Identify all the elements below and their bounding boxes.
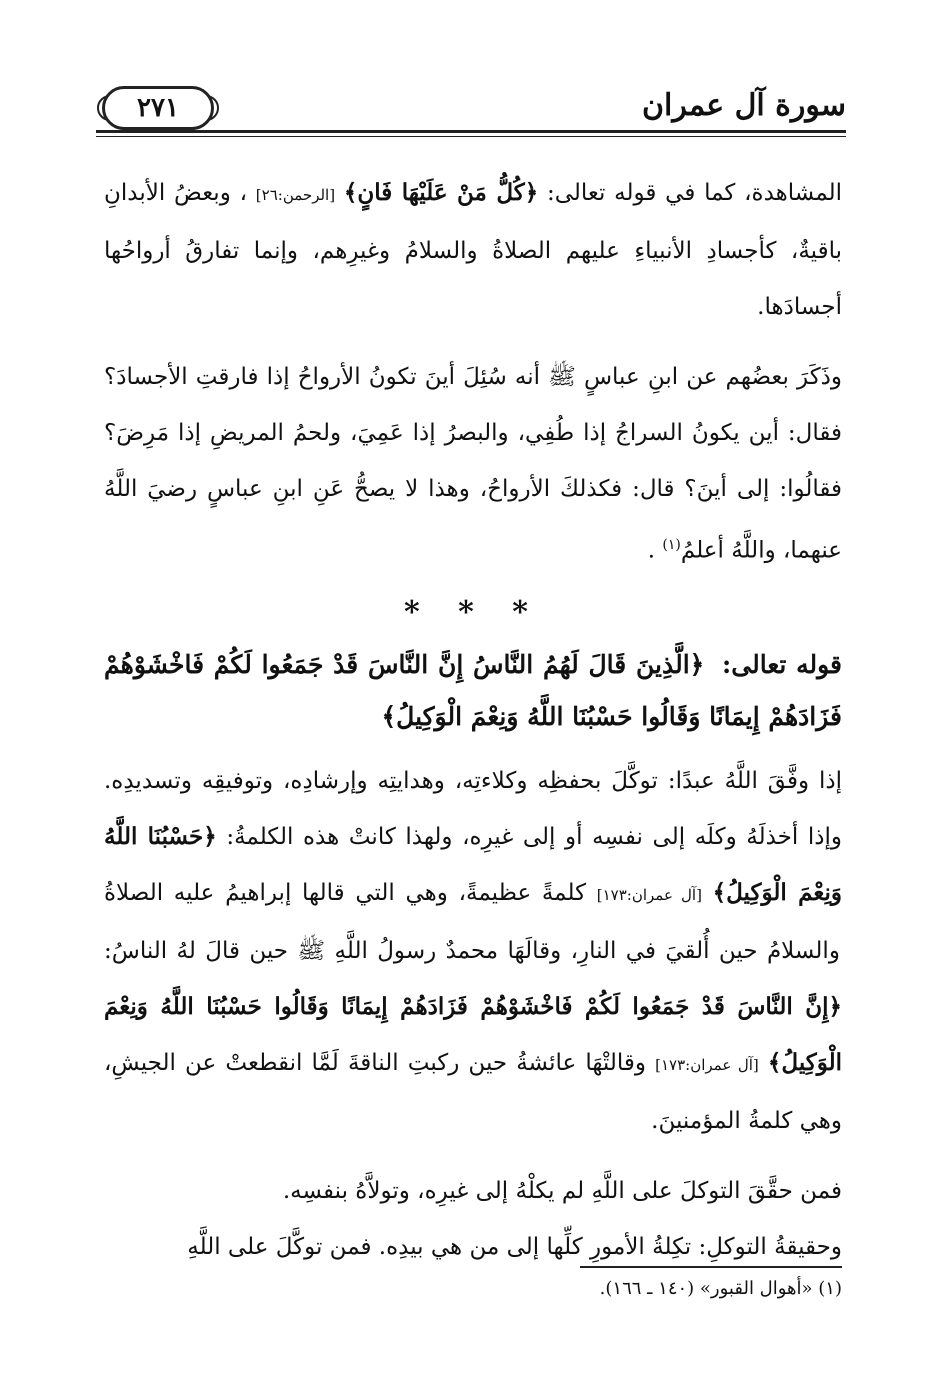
paragraph-3-text-3: وقالتْهَا عائشةُ حين ركبتِ الناقةَ لَمَّا انقطعتْ عن الجيشِ، وهي كلمةُ المؤمنينَ.: [104, 1049, 842, 1134]
paragraph-2-text: وذَكَرَ بعضُهم عن ابنِ عباسٍ ﷺ أنه سُئِلَ أينَ تكونُ الأرواحُ إذا فارقتِ الأجسادَ؟ فقال: أين يكونُ السراجُ إذا طُفِي، والبصرُ إذا عَمِيَ، ولحمُ المريضِ إذا مَرِضَ؟ فقالُوا: إلى أينَ؟ قال: فكذلكَ الأرواحُ، وهذا لا يصحُّ عَنِ ابنِ عباسٍ رضيَ اللَّهُ عنهما، واللَّهُ أعلمُ: [104, 364, 842, 564]
verse-heading: [104, 639, 842, 743]
page-header: [96, 72, 846, 142]
header-rule: [96, 130, 846, 133]
verse-reference: [الرحمن:٢٦]: [255, 186, 336, 204]
header-rule-thin: [96, 136, 846, 137]
footnote-marker: (١): [662, 537, 681, 553]
verse-heading-label: قوله تعالى:: [722, 649, 842, 679]
quran-verse: ﴿حَسْبُنَا اللَّهُ وَنِعْمَ الْوَكِيلُ﴾: [104, 822, 843, 906]
paragraph-2: [104, 349, 842, 579]
quran-verse: ﴿كُلُّ مَنْ عَلَيْهَا فَانٍ﴾: [343, 179, 539, 206]
paragraph-3-text-2: كلمةً عظيمةً، وهي التي قالها إبراهيمُ عليه الصلاةُ والسلامُ حين أُلقيَ في النارِ، وقالَهَا محمدٌ رسولُ اللَّهِ ﷺ حين قالَ لهُ الناسُ:: [104, 879, 840, 964]
paragraph-4: فمن حقَّقَ التوكلَ على اللَّهِ لم يكلْهُ إلى غيرِه، وتولاَّهُ بنفسِه.: [282, 1177, 842, 1204]
paragraph-3: [104, 753, 842, 1149]
quran-verse: ﴿إِنَّ النَّاسَ قَدْ جَمَعُوا لَكُمْ فَاخْشَوْهُمْ فَزَادَهُمْ إِيمَانًا وَقَالُوا حَسْبُنَا اللَّهُ وَنِعْمَ الْوَكِيلُ﴾: [104, 992, 842, 1076]
page-number: ٢٧١: [137, 93, 179, 123]
paragraph-1-text: المشاهدة، كما في قوله تعالى:: [538, 180, 843, 206]
paragraph-5: وحقيقةُ التوكلِ: تكِلةُ الأمورِ كلِّها إلى من هي بيدِه. فمن توكَّلَ على اللَّهِ: [187, 1233, 842, 1260]
page-number-badge: [102, 86, 214, 130]
verse-reference: [آل عمران:١٧٣]: [596, 885, 702, 904]
sura-title: سورة آل عمران: [641, 88, 846, 123]
paragraph-1-continuation: ، وبعضُ الأبدانِ باقيةٌ، كأجسادِ الأنبياءِ عليهم الصلاةُ والسلامُ وغيرِهم، وإنما تفارقُ أرواحُها أجسادَها.: [104, 180, 842, 320]
paragraph-3-text-1: إذا وفَّقَ اللَّهُ عبدًا: توكَّلَ بحفظِه وكلاءتِه، وهدايتِه وإرشادِه، وتوفيقِه وتسديدِه. وإذا أخذلَهُ وكلَه إلى نفسِه أو إلى غيرِه، ولهذا كانتْ هذه الكلمةُ:: [104, 767, 843, 850]
verse-heading-ayah: ﴿الَّذِينَ قَالَ لَهُمُ النَّاسُ إِنَّ النَّاسَ قَدْ جَمَعُوا لَكُمْ فَاخْشَوْهُمْ فَزَادَهُمْ إِيمَانًا وَقَالُوا حَسْبُنَا اللَّهُ وَنِعْمَ الْوَكِيلُ﴾: [104, 649, 842, 731]
footnote: (١) «أهوال القبور» (١٤٠ ـ ١٦٦).: [599, 1278, 842, 1299]
section-separator: * * *: [404, 594, 542, 630]
paragraph-2-end: .: [647, 537, 663, 564]
verse-reference: [آل عمران:١٧٣]: [655, 1055, 759, 1074]
paragraph-1: [104, 165, 842, 335]
footnote-rule: [580, 1266, 842, 1268]
body-text: [104, 165, 842, 1275]
